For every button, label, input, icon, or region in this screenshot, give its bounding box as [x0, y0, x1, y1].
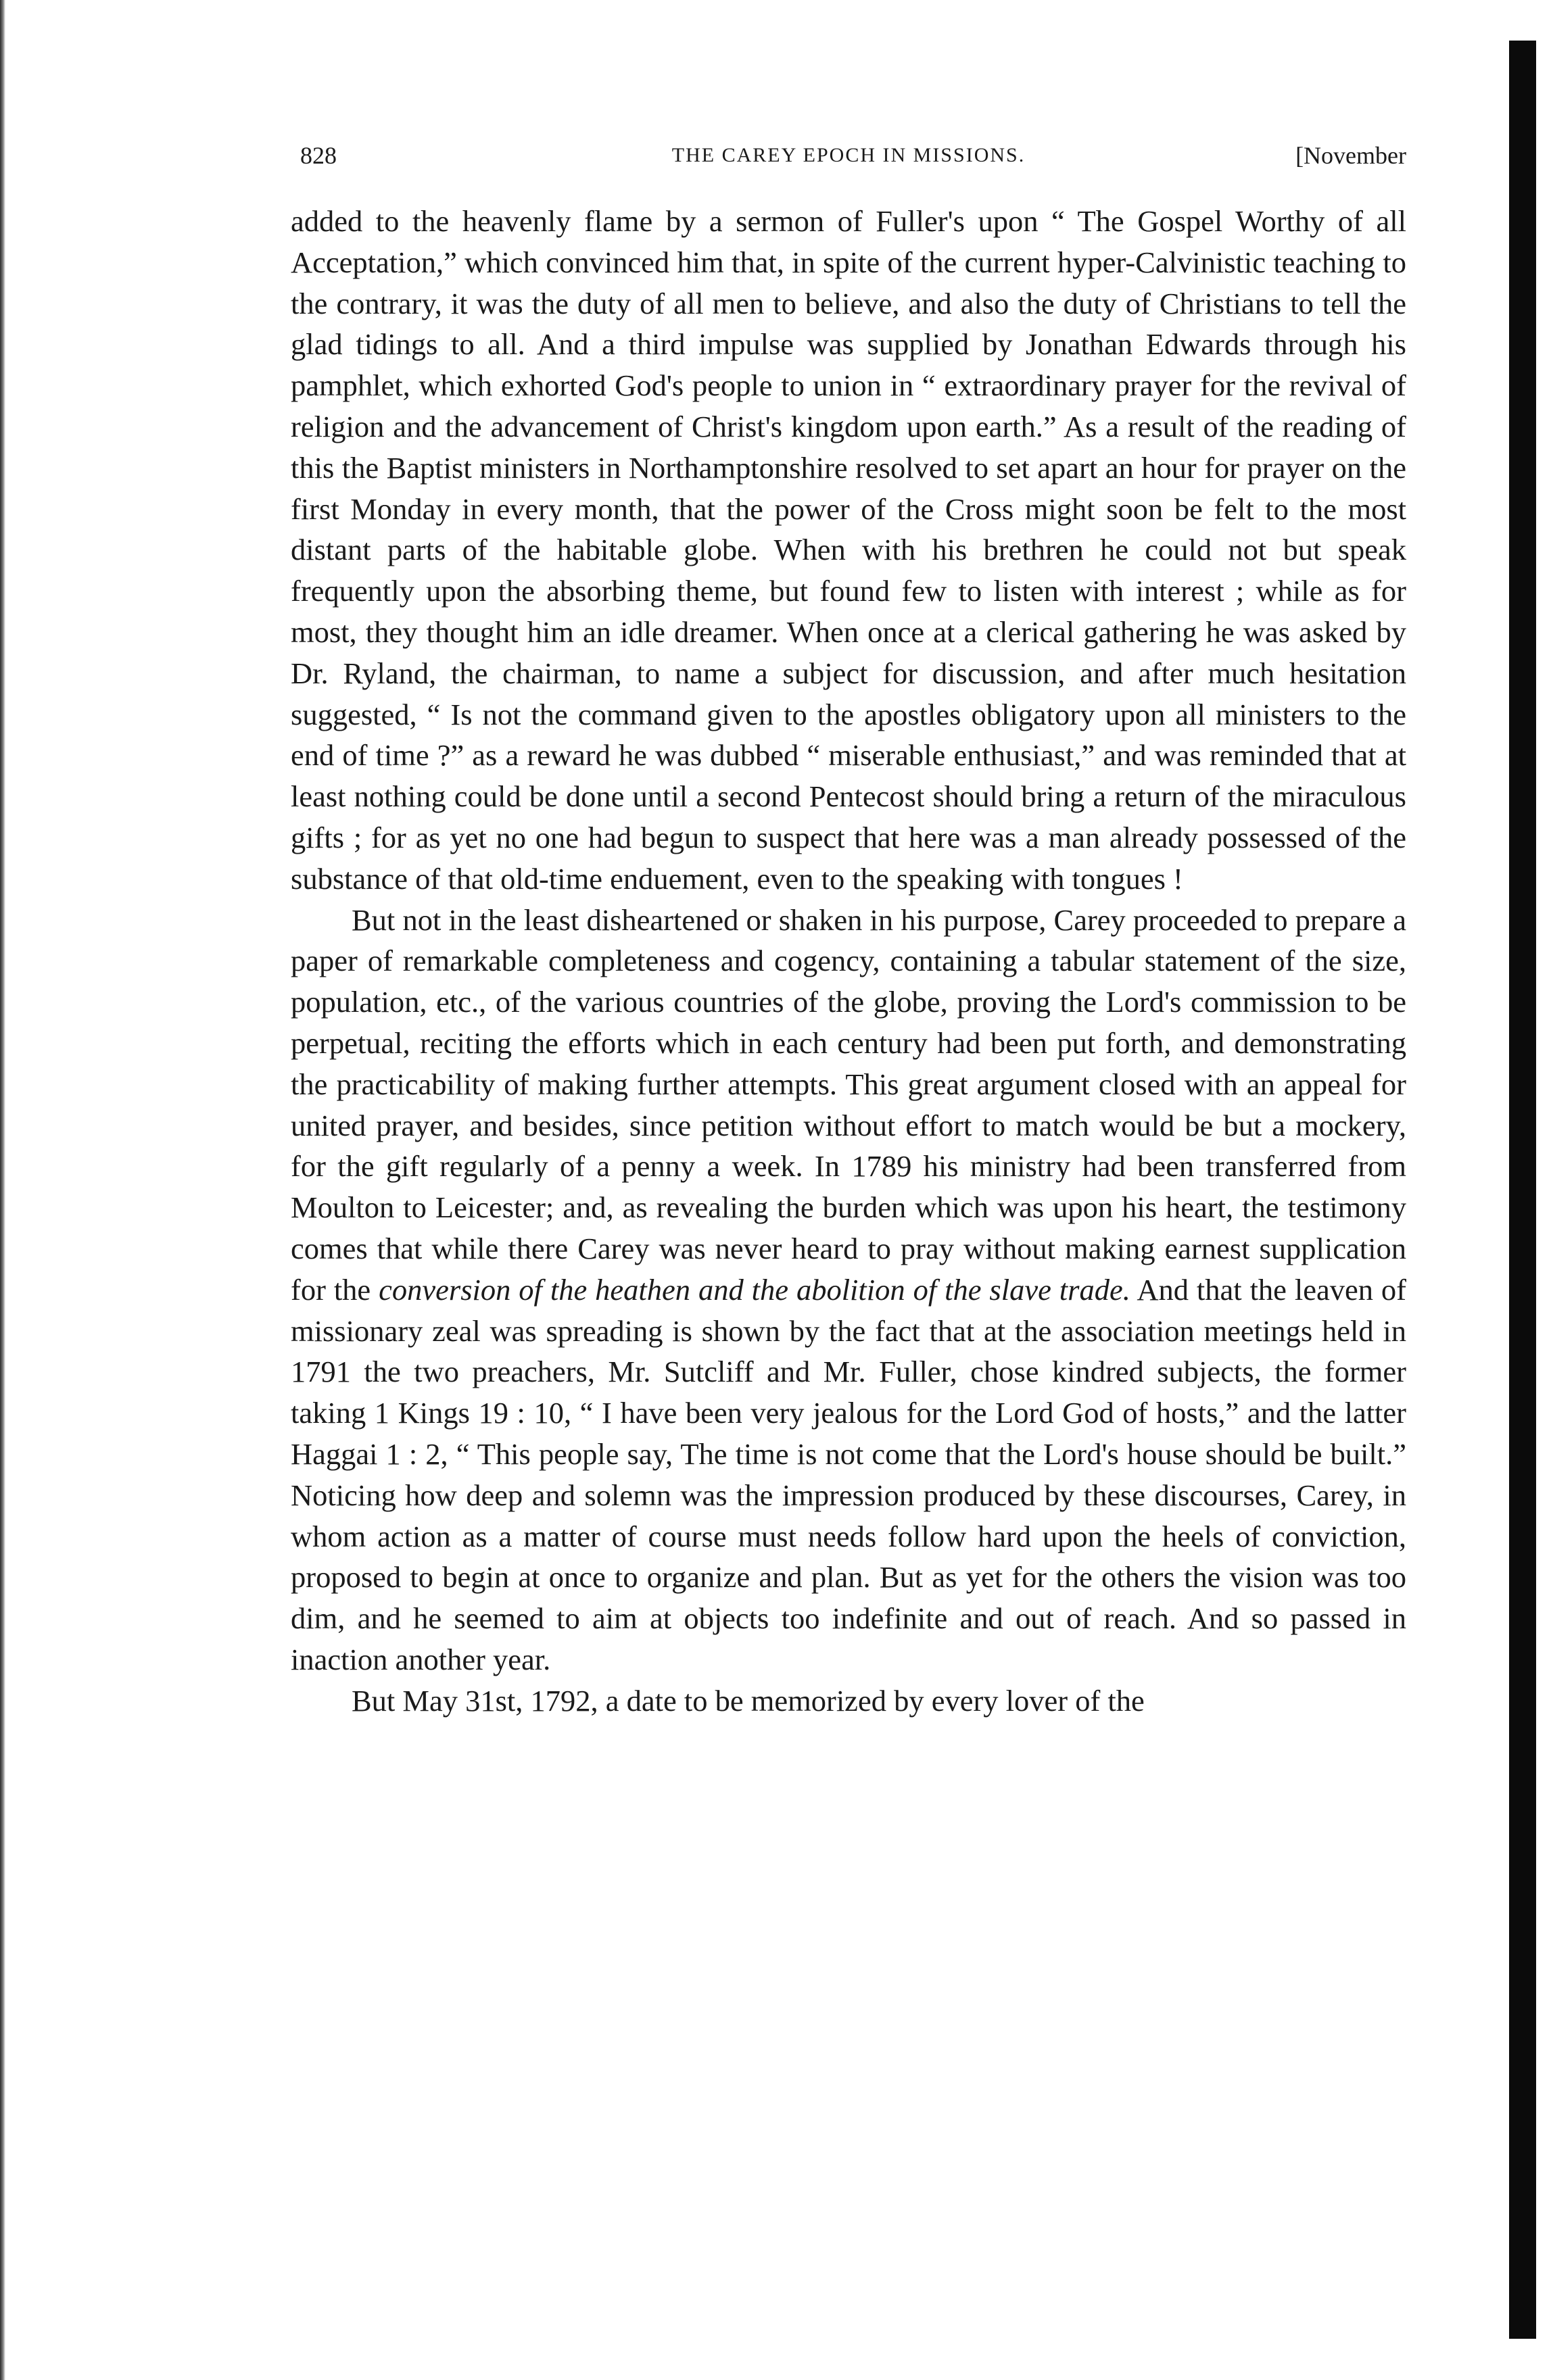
paragraph-2: [291, 900, 1406, 1680]
page-number: 828: [300, 142, 337, 169]
page: [291, 132, 1406, 1721]
header-month: [November: [1295, 142, 1406, 169]
body-text: [291, 201, 1406, 1721]
scan-border-bar: [1509, 41, 1536, 2339]
running-header: [291, 132, 1406, 179]
paragraph-3: But May 31st, 1792, a date to be memorized by every lover of the: [352, 1683, 1145, 1718]
paragraph-1: added to the heavenly flame by a sermon of Fuller's upon “ The Gospel Worthy of all Acceptation,” which convinced him that, in spite of the current hyper-Calvinistic teaching to the contrary, it was the duty of all men to believe, and also the duty of Christians to tell the glad tidings to all. And a third impulse was supplied by Jonathan Edwards through his pamphlet, which exhorted God's people to union in “ extraordinary prayer for the revival of religion and the advancement of Christ's kingdom upon earth.” As a result of the reading of this the Baptist ministers in Northamptonshire resolved to set apart an hour for prayer on the first Monday in every month, that the power of the Cross might soon be felt to the most distant parts of the habitable globe. When with his brethren he could not but speak frequently upon the absorbing theme, but found few to listen with interest ; while as for most, they thought him an idle dreamer. When once at a clerical gathering he was asked by Dr. Ryland, the chairman, to name a subject for discussion, and after much hesitation suggested, “ Is not the command given to the apostles obligatory upon all ministers to the end of time ?” as a reward he was dubbed “ miserable enthusiast,” and was reminded that at least nothing could be done until a second Pentecost should bring a return of the miraculous gifts ; for as yet no one had begun to suspect that here was a man already possessed of the substance of that old-time enduement, even to the speaking with tongues !: [291, 204, 1406, 896]
running-title: THE CAREY EPOCH IN MISSIONS.: [671, 144, 1026, 166]
paragraph-2-italic: conversion of the heathen and the abolition of the slave trade.: [379, 1272, 1130, 1307]
paragraph-2-text-b: And that the leaven of missionary zeal was spreading is shown by the fact that at the association meetings held in 1791 the two preachers, Mr. Sutcliff and Mr. Fuller, chose kindred subjects, the former taking 1 Kings 19 : 10, “ I have been very jealous for the Lord God of hosts,” and the latter Haggai 1 : 2, “ This people say, The time is not come that the Lord's house should be built.” Noticing how deep and solemn was the impression produced by these discourses, Carey, in whom action as a matter of course must needs follow hard upon the heels of conviction, proposed to begin at once to organize and plan. But as yet for the others the vision was too dim, and he seemed to aim at objects too indefinite and out of reach. And so passed in inaction another year.: [291, 1272, 1406, 1676]
paragraph-2-text-a: But not in the least disheartened or shaken in his purpose, Carey proceeded to prepare a paper of remarkable completeness and cogency, containing a tabular statement of the size, population, etc., of the various countries of the globe, proving the Lord's commission to be perpetual, reciting the efforts which in each century had been put forth, and demonstrating the practicability of making further attempts. This great argument closed with an appeal for united prayer, and besides, since petition without effort to match would be but a mockery, for the gift regularly of a penny a week. In 1789 his ministry had been transferred from Moulton to Leicester; and, as revealing the burden which was upon his heart, the testimony comes that while there Carey was never heard to pray without making earnest supplication for the: [291, 902, 1406, 1307]
scan-edge: [0, 0, 5, 2380]
